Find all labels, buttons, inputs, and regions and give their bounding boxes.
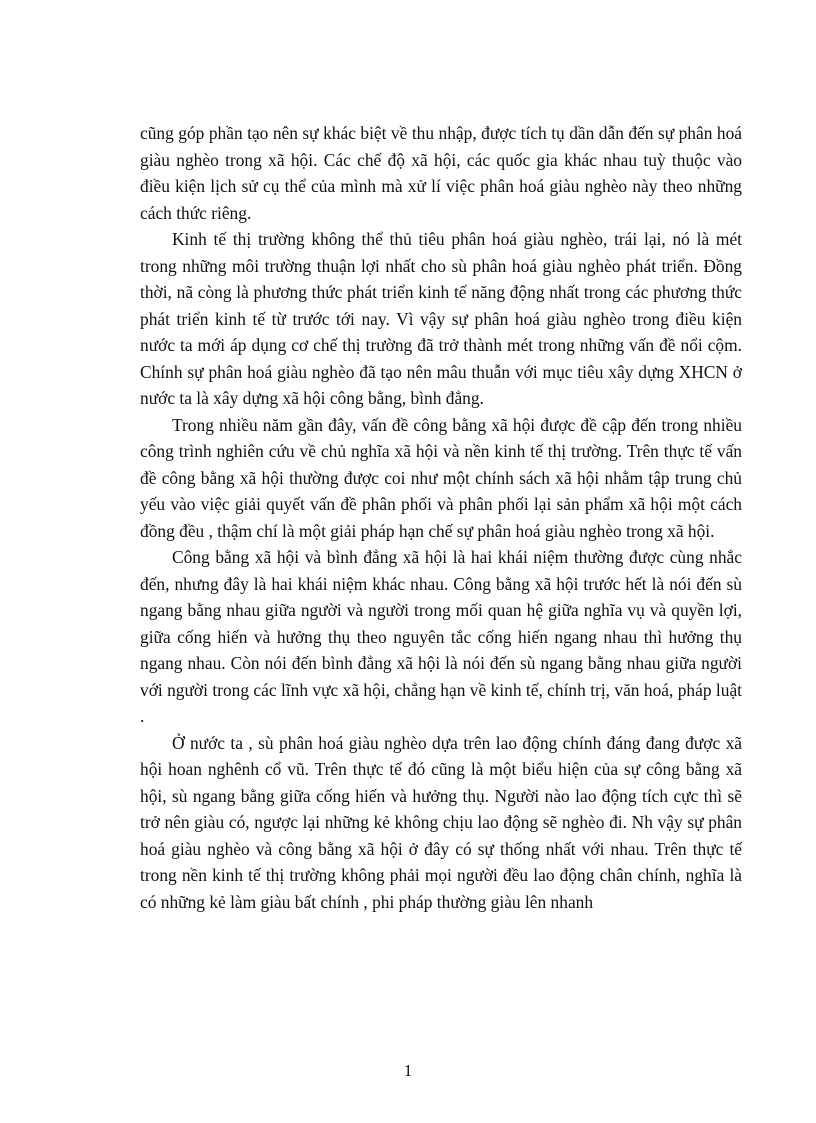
body-text <box>140 120 742 915</box>
paragraph-1: cũng góp phần tạo nên sự khác biệt về thu nhập, được tích tụ dần dẫn đến sự phân hoá giàu nghèo trong xã hội. Các chế độ xã hội, các quốc gia khác nhau tuỳ thuộc vào điều kiện lịch sử cụ thể của mình mà xử lí việc phân hoá giàu nghèo này theo những cách thức riêng. <box>140 123 742 223</box>
paragraph-5: Ở nước ta , sù phân hoá giàu nghèo dựa trên lao động chính đáng đang được xã hội hoan nghênh cổ vũ. Trên thực tế đó cũng là một biểu hiện của sự công bằng xã hội, sù ngang bằng giữa cống hiến và hưởng thụ. Người nào lao động tích cực thì sẽ trở nên giàu có, ngược lại những kẻ không chịu lao động sẽ nghèo đi. Nh vậy sự phân hoá giàu nghèo và công bằng xã hội ở đây có sự thống nhất với nhau. Trên thực tế trong nền kinh tế thị trường không phải mọi người đều lao động chân chính, nghĩa là có những kẻ làm giàu bất chính , phi pháp thường giàu lên nhanh <box>140 732 742 912</box>
paragraph-2: Kinh tế thị trường không thể thủ tiêu phân hoá giàu nghèo, trái lại, nó là mét trong những môi trường thuận lợi nhất cho sù phân hoá giàu nghèo phát triển. Đồng thời, nã còng là phương thức phát triển kinh tế năng động nhất trong các phương thức phát triển kinh tế từ trước tới nay. Vì vậy sự phân hoá giàu nghèo trong điều kiện nước ta mới áp dụng cơ chế thị trường đã trở thành mét trong những vấn đề nổi cộm. Chính sự phân hoá giàu nghèo đã tạo nên mâu thuẫn với mục tiêu xây dựng XHCN ở nước ta là xây dựng xã hội công bằng, bình đẳng. <box>140 229 742 408</box>
page-number: 1 <box>403 1061 413 1080</box>
paragraph-3: Trong nhiều năm gần đây, vấn đề công bằng xã hội được đề cập đến trong nhiều công trình nghiên cứu về chủ nghĩa xã hội và nền kinh tế thị trường. Trên thực tế vấn đề công bằng xã hội thường được coi như một chính sách xã hội nhằm tập trung chủ yếu vào việc giải quyết vấn đề phân phối và phân phối lại sản phẩm xã hội một cách đồng đều , thậm chí là một giải pháp hạn chế sự phân hoá giàu nghèo trong xã hội. <box>140 414 742 541</box>
paragraph-4: Công bằng xã hội và bình đẳng xã hội là hai khái niệm thường được cùng nhắc đến, nhưng đây là hai khái niệm khác nhau. Công bằng xã hội trước hết là nói đến sù ngang bằng nhau giữa người và người trong mối quan hệ giữa nghĩa vụ và quyền lợi, giữa cống hiến và hưởng thụ theo nguyên tắc cống hiến ngang nhau thì hưởng thụ ngang nhau. Còn nói đến bình đẳng xã hội là nói đến sù ngang bằng nhau giữa người với người trong các lĩnh vực xã hội, chẳng hạn về kinh tế, chính trị, văn hoá, pháp luật . <box>140 547 742 726</box>
